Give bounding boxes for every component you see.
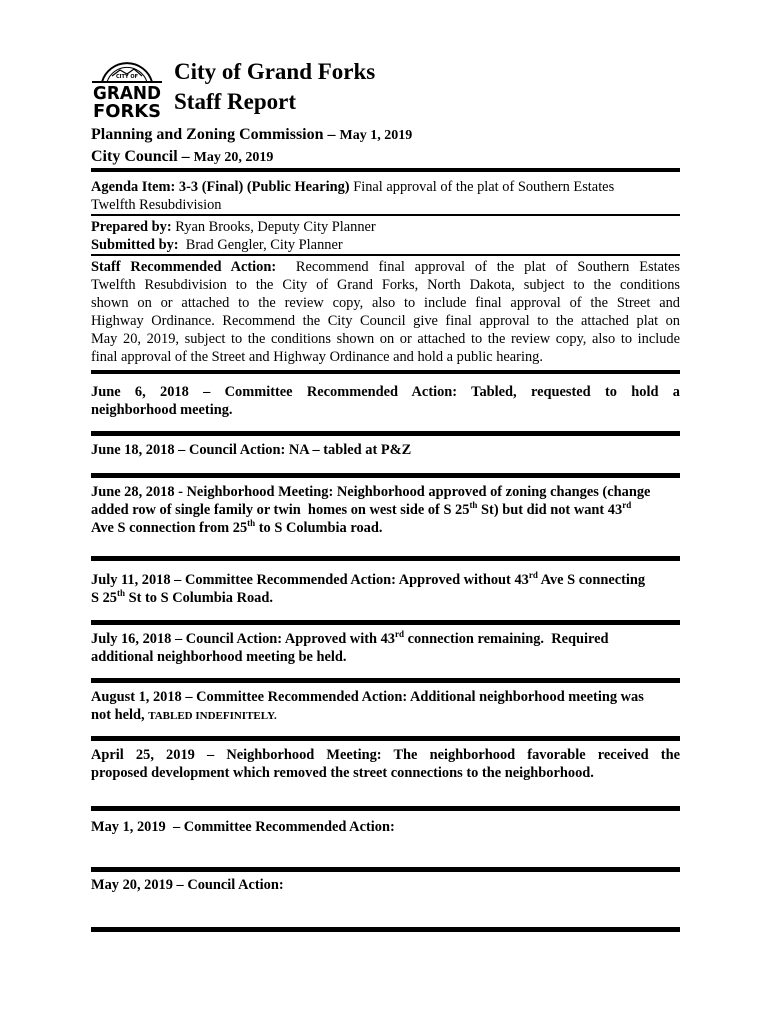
city-seal-icon — [90, 48, 164, 118]
city-council-line: City Council – May 20, 2019 — [91, 148, 274, 165]
report-type-title: Staff Report — [174, 89, 296, 114]
agenda-item-line2: Twelfth Resubdivision — [91, 197, 222, 213]
submitted-by-line: Submitted by: Brad Gengler, City Planner — [91, 237, 343, 253]
divider — [91, 214, 680, 216]
staff-action-line: Staff Recommended Action: Recommend final approval of the plat of Southern Estates — [91, 259, 680, 275]
divider — [91, 806, 680, 811]
divider — [91, 254, 680, 256]
divider — [91, 620, 680, 625]
staff-recommended-action — [91, 258, 680, 366]
planning-commission-line: Planning and Zoning Commission – May 1, 2019 — [91, 126, 413, 143]
report-city-title: City of Grand Forks — [174, 59, 376, 84]
history-entry-8: May 1, 2019 – Committee Recommended Action: — [91, 819, 395, 835]
svg-text:FORKS: FORKS — [93, 101, 161, 118]
staff-action-line: Highway Ordinance. Recommend the City Council give final approval to the attached plat on — [91, 313, 680, 329]
divider — [91, 678, 680, 683]
grand-forks-logo — [90, 48, 164, 118]
staff-action-line: Twelfth Resubdivision to the City of Grand Forks, North Dakota, subject to the conditions — [91, 277, 680, 293]
history-entry-6: August 1, 2018 – Committee Recommended Action: Additional neighborhood meeting was not held, TABLED INDEFINITELY. — [91, 689, 644, 723]
svg-text:CITY OF: CITY OF — [116, 74, 138, 80]
divider — [91, 431, 680, 436]
history-entry-9: May 20, 2019 – Council Action: — [91, 877, 284, 893]
divider — [91, 867, 680, 872]
history-entry-5: July 16, 2018 – Council Action: Approved with 43rd connection remaining. Required additional neighborhood meeting be held. — [91, 629, 609, 665]
history-entry-4: July 11, 2018 – Committee Recommended Action: Approved without 43rd Ave S connecting S 25th St to S Columbia Road. — [91, 570, 646, 606]
history-entry-7: April 25, 2019 – Neighborhood Meeting: The neighborhood favorable received the proposed development which removed the street connections to the neighborhood. — [91, 747, 680, 781]
divider — [91, 370, 680, 374]
staff-action-line: final approval of the Street and Highway Ordinance and hold a public hearing. — [91, 349, 543, 365]
svg-text:GRAND: GRAND — [93, 83, 161, 104]
agenda-item-line1: Agenda Item: 3-3 (Final) (Public Hearing) Final approval of the plat of Southern Estates — [91, 179, 615, 195]
history-entry-1: June 6, 2018 – Committee Recommended Action: Tabled, requested to hold a neighborhood meeting. — [91, 384, 680, 418]
prepared-by-line: Prepared by: Ryan Brooks, Deputy City Planner — [91, 219, 376, 235]
divider — [91, 168, 680, 172]
history-entry-3: June 28, 2018 - Neighborhood Meeting: Neighborhood approved of zoning changes (change added row of single family or twin homes on west side of S 25th St) but did not want 43rd Ave S connection from 25th to S Columbia road. — [91, 484, 651, 536]
history-entry-2: June 18, 2018 – Council Action: NA – tabled at P&Z — [91, 442, 412, 458]
divider — [91, 473, 680, 478]
divider — [91, 556, 680, 561]
staff-action-line: shown on or attached to the review copy, also to include final approval of the Street and — [91, 295, 680, 311]
divider — [91, 736, 680, 741]
divider — [91, 927, 680, 932]
staff-action-line: May 20, 2019, subject to the conditions shown on or attached to the review copy, also to include — [91, 331, 680, 347]
